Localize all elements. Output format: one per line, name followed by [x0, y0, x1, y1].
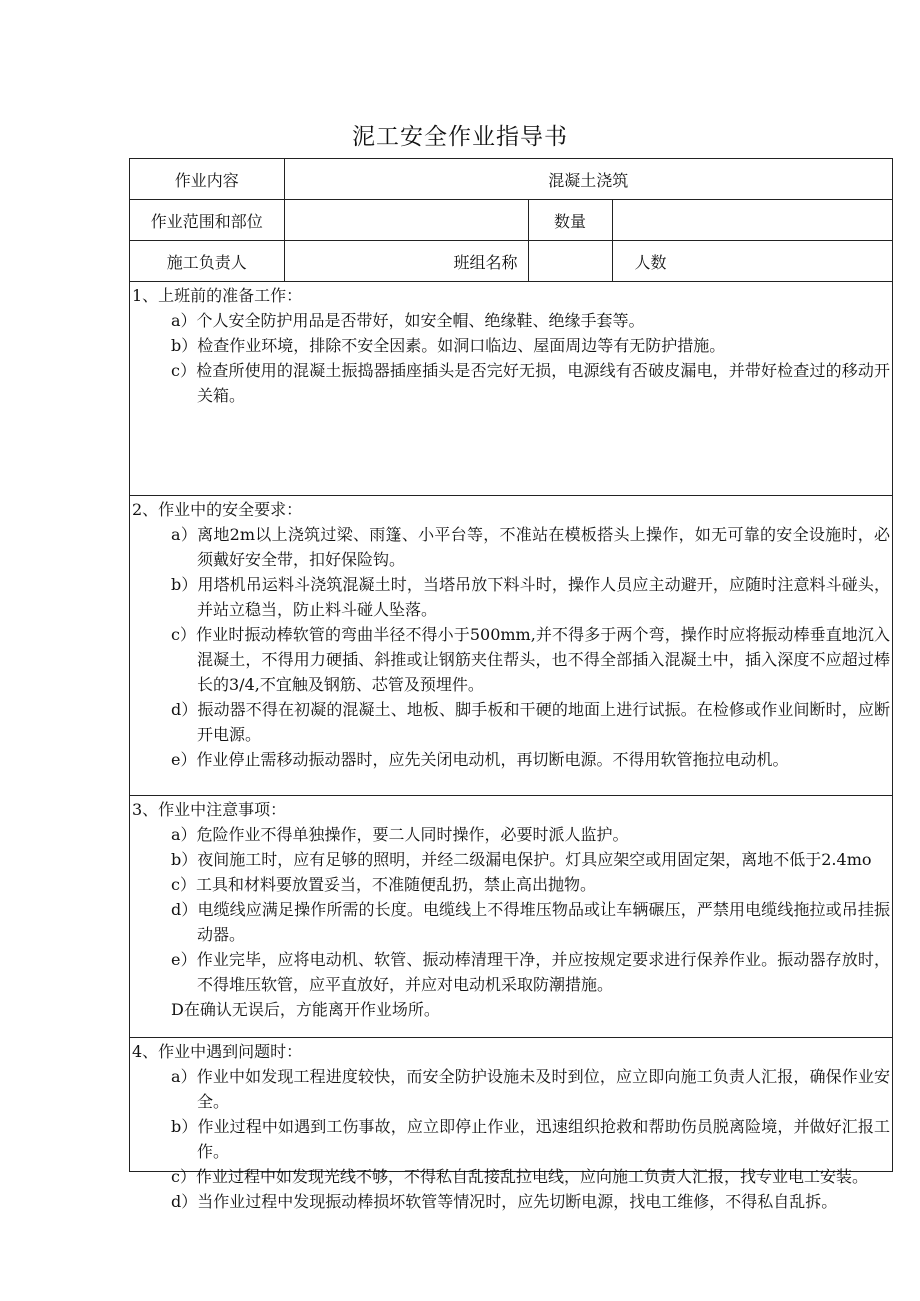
section-problems: [130, 1038, 892, 1218]
quantity-value: [612, 200, 892, 241]
work-content-value: 混凝土浇筑: [284, 159, 892, 200]
list-item: d）振动器不得在初凝的混凝土、地板、脚手板和干硬的地面上进行试振。在检修或作业间断时，应断开电源。: [171, 700, 890, 744]
section-title: 1、上班前的准备工作：: [132, 286, 303, 305]
list-item: e）作业完毕，应将电动机、软管、振动棒清理干净，并应按规定要求进行保养作业。振动器存放时，不得堆压软管，应平直放好，并应对电动机采取防潮措施。: [171, 950, 890, 994]
section-title: 4、作业中遇到问题时：: [132, 1042, 303, 1061]
section-safety-requirements: [130, 496, 892, 796]
list-item: b）用塔机吊运料斗浇筑混凝土时，当塔吊放下料斗时，操作人员应主动避开，应随时注意料斗碰头，并站立稳当，防止料斗碰人坠落。: [171, 575, 890, 619]
list-item: a）危险作业不得单独操作，要二人同时操作，必要时派人监护。: [171, 825, 629, 844]
closing-note: D在确认无误后，方能离开作业场所。: [171, 1000, 440, 1019]
work-scope-label: 作业范围和部位: [130, 200, 284, 241]
team-name-label: 班组名称: [284, 241, 528, 282]
list-item: c）作业时振动棒软管的弯曲半径不得小于500mm,并不得多于两个弯，操作时应将振动棒垂直地沉入混凝土，不得用力硬插、斜推或让钢筋夹住帮头，也不得全部插入混凝土中，插入深度不应超过棒长的3/4,不宜触及钢筋、芯管及预埋件。: [171, 625, 890, 694]
header-table: [130, 159, 892, 282]
section-preparation: [130, 282, 892, 496]
work-content-label: 作业内容: [130, 159, 284, 200]
header-row-scope: [130, 200, 892, 241]
leader-label: 施工负责人: [130, 241, 284, 282]
work-scope-value: [284, 200, 528, 241]
list-item: d）电缆线应满足操作所需的长度。电缆线上不得堆压物品或让车辆碾压，严禁用电缆线拖拉或吊挂振动器。: [171, 900, 890, 944]
list-item: b）作业过程中如遇到工伤事故，应立即停止作业，迅速组织抢救和帮助伤员脱离险境，并做好汇报工作。: [171, 1117, 890, 1161]
section-title: 2、作业中的安全要求：: [132, 500, 303, 519]
list-item: a）个人安全防护用品是否带好，如安全帽、绝缘鞋、绝缘手套等。: [171, 311, 645, 330]
section-title: 3、作业中注意事项：: [132, 800, 287, 819]
header-row-content: [130, 159, 892, 200]
list-item: b）检查作业环境，排除不安全因素。如洞口临边、屋面周边等有无防护措施。: [171, 336, 726, 355]
list-item: c）检查所使用的混凝土振捣器插座插头是否完好无损，电源线有否破皮漏电，并带好检查过的移动开关箱。: [171, 361, 890, 405]
list-item: b）夜间施工时，应有足够的照明，并经二级漏电保护。灯具应架空或用固定架，离地不低于2.4mo: [171, 850, 872, 869]
instruction-table: [129, 158, 893, 1211]
list-item: a）离地2m以上浇筑过梁、雨篷、小平台等，不准站在模板搭头上操作，如无可靠的安全设施时，必须戴好安全带，扣好保险钩。: [171, 525, 890, 569]
list-item: c）作业过程中如发现光线不够，不得私自乱接乱拉电线，应向施工负责人汇报，找专业电工安装。: [171, 1167, 868, 1186]
document-title: 泥工安全作业指导书: [352, 124, 568, 150]
list-item: c）工具和材料要放置妥当，不准随便乱扔，禁止高出抛物。: [171, 875, 596, 894]
list-item: e）作业停止需移动振动器时，应先关闭电动机，再切断电源。不得用软管拖拉电动机。: [171, 750, 789, 769]
list-item: a）作业中如发现工程进度较快，而安全防护设施未及时到位，应立即向施工负责人汇报，确保作业安全。: [171, 1067, 890, 1111]
team-name-value: [528, 241, 612, 282]
quantity-label: 数量: [528, 200, 612, 241]
section-precautions: [130, 796, 892, 1038]
list-item: d）当作业过程中发现振动棒损坏软管等情况时，应先切断电源，找电工维修，不得私自乱拆。: [171, 1192, 838, 1211]
headcount-label: 人数: [612, 241, 892, 282]
header-row-leader: [130, 241, 892, 282]
